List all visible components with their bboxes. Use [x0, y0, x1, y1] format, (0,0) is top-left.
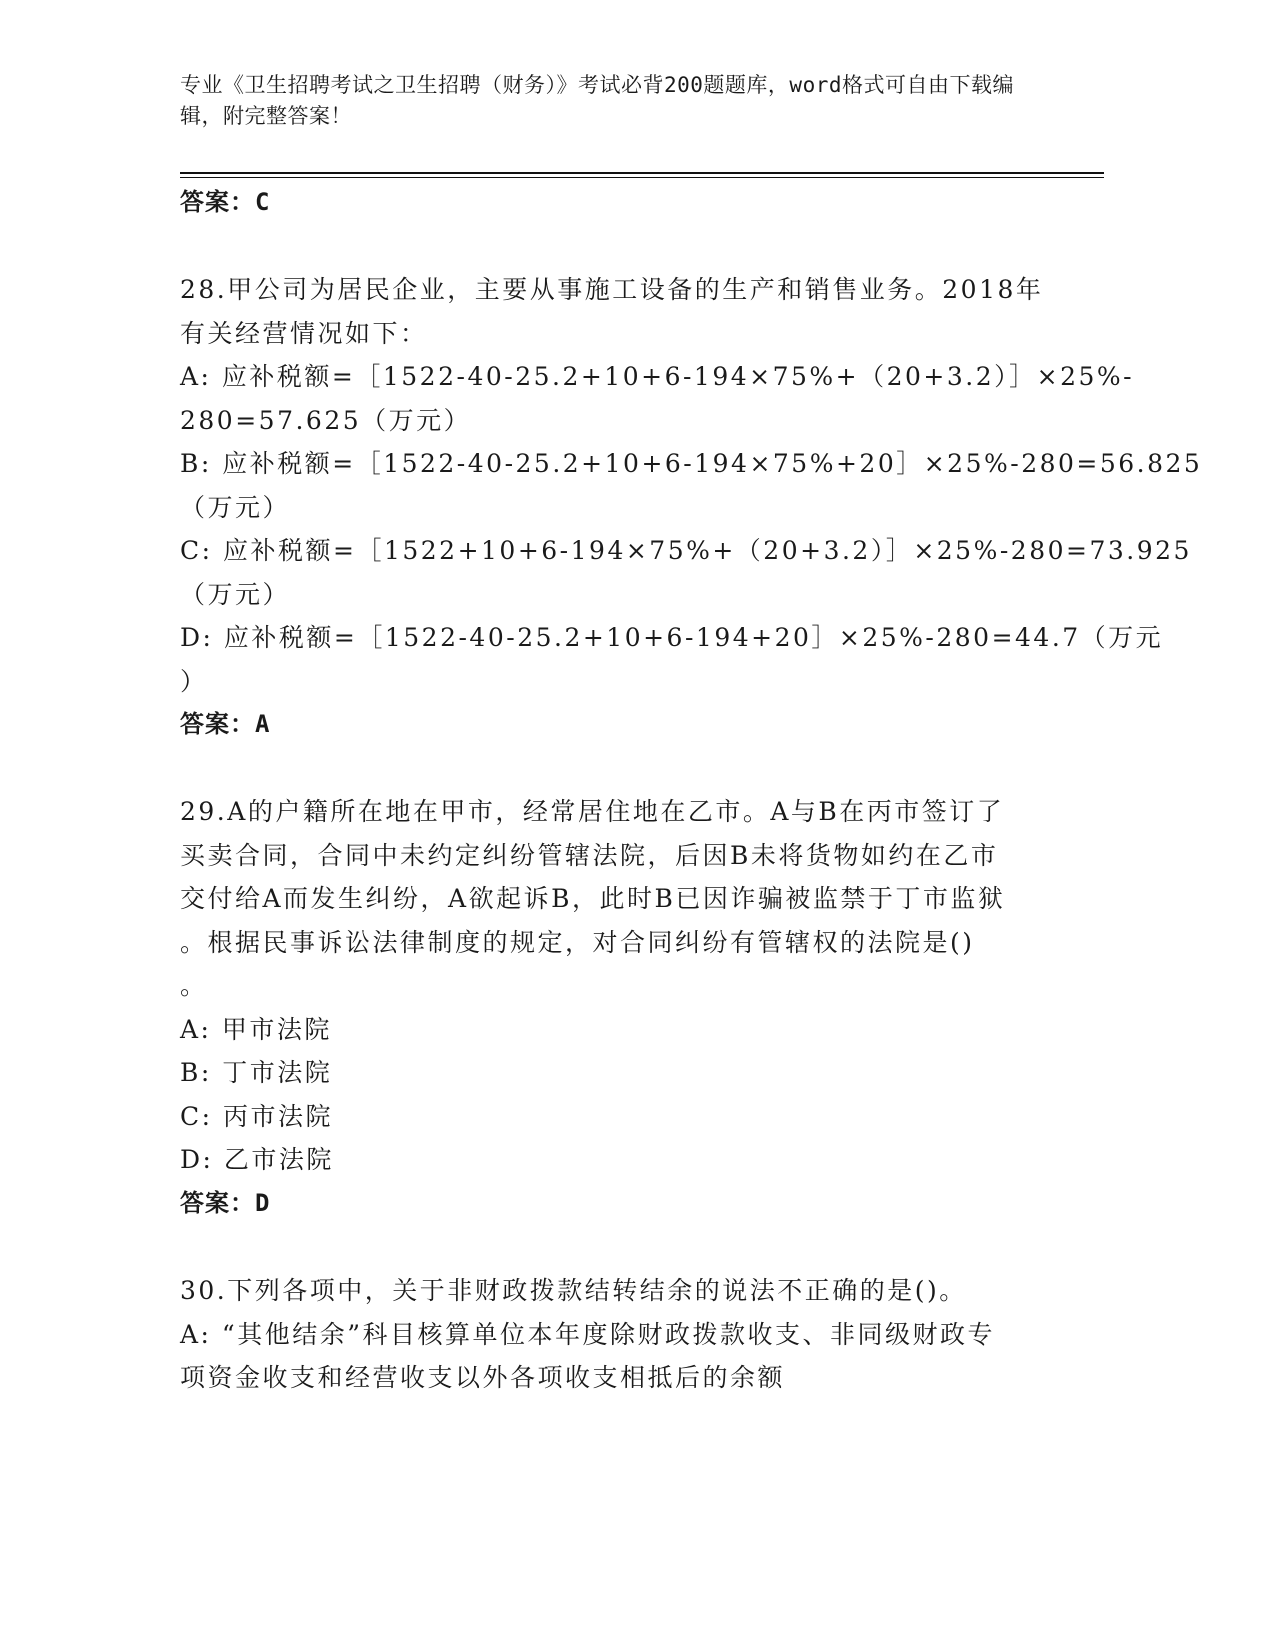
option-d: D: 应补税额=［1522-40-25.2+10+6-194+20］×25%-280=44.7（万元 [180, 623, 1164, 652]
question-stem: 28.甲公司为居民企业，主要从事施工设备的生产和销售业务。2018年 [180, 275, 1044, 304]
option-b: B: 应补税额=［1522-40-25.2+10+6-194×75%+20］×25%-280=56.825 [180, 449, 1203, 478]
option-a-cont: 项资金收支和经营收支以外各项收支相抵后的余额 [180, 1363, 786, 1392]
answer-q27: 答案：C [180, 188, 271, 216]
question-29 [180, 790, 1060, 1182]
question-28 [180, 268, 1203, 703]
header-divider-thin [180, 177, 1104, 178]
question-stem: 买卖合同，合同中未约定纠纷管辖法院，后因B未将货物如约在乙市 [180, 840, 999, 870]
option-b: B: 丁市法院 [180, 1058, 333, 1087]
question-stem: 29.A的户籍所在地在甲市，经常居住地在乙市。A与B在丙市签订了 [180, 797, 1005, 826]
question-stem: 交付给A而发生纠纷，A欲起诉B，此时B已因诈骗被监禁于丁市监狱 [180, 884, 1006, 913]
option-a: A: 甲市法院 [180, 1014, 332, 1044]
option-a: A: “其他结余”科目核算单位本年度除财政拨款收支、非同级财政专 [180, 1319, 995, 1349]
header-divider-thick [180, 172, 1104, 174]
question-stem: 有关经营情况如下： [180, 318, 428, 348]
option-c: C: 应补税额=［1522+10+6-194×75%+（20+3.2）］×25%-280=73.925 [180, 536, 1192, 565]
option-b-cont: （万元） [180, 492, 291, 522]
option-a-cont: 280=57.625（万元） [180, 405, 472, 435]
option-d: D: 乙市法院 [180, 1145, 334, 1174]
option-c-cont: （万元） [180, 579, 291, 609]
option-c: C: 丙市法院 [180, 1101, 333, 1131]
question-stem: 。 [180, 971, 208, 1000]
option-a: A: 应补税额=［1522-40-25.2+10+6-194×75%+（20+3.2）］×25%- [180, 362, 1135, 391]
answer-q29: 答案：D [180, 1189, 271, 1217]
answer-q28: 答案：A [180, 710, 271, 738]
question-stem: 。根据民事诉讼法律制度的规定，对合同纠纷有管辖权的法院是() [180, 927, 975, 957]
question-30 [180, 1269, 1060, 1400]
option-d-cont: ） [180, 666, 208, 696]
document-header: 专业《卫生招聘考试之卫生招聘（财务）》考试必背200题题库，word格式可自由下载编辑，附完整答案！ [180, 73, 1014, 128]
question-stem: 30.下列各项中，关于非财政拨款结转结余的说法不正确的是()。 [180, 1276, 967, 1305]
